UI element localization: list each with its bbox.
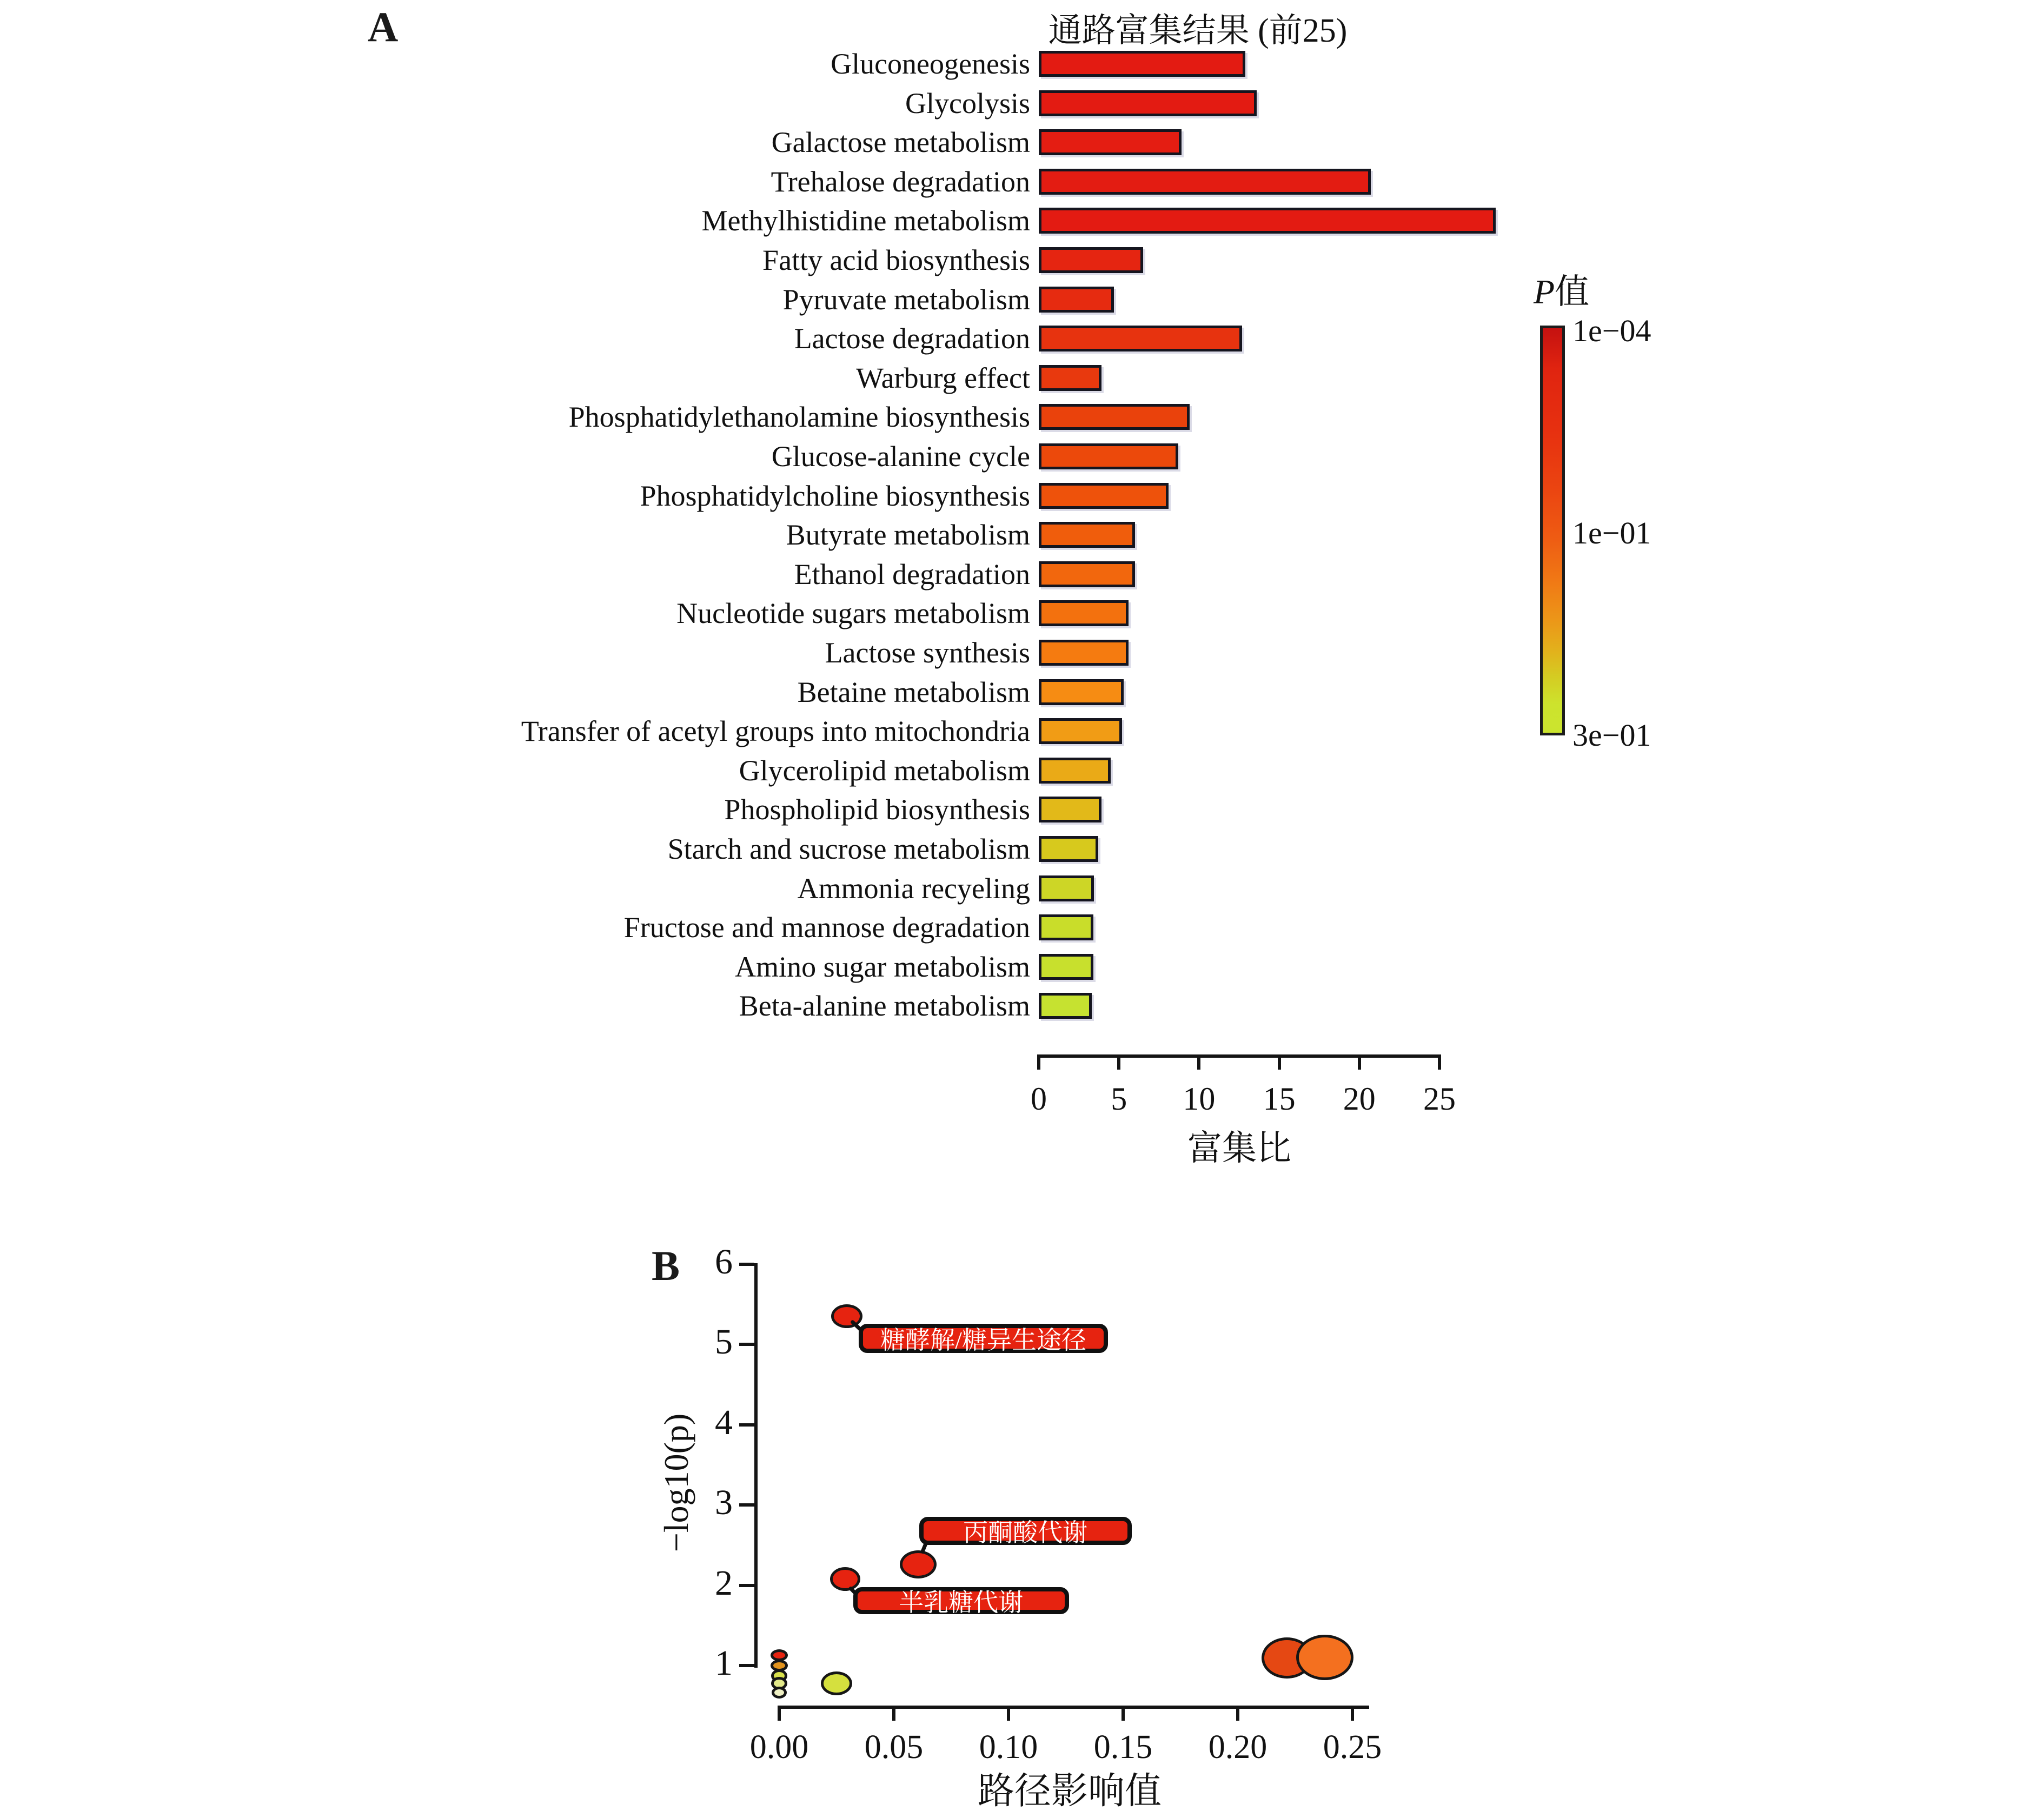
bar-label: Phosphatidylethanolamine biosynthesis [568,401,1030,434]
x-tick-label: 25 [1423,1081,1456,1117]
x-tick [1278,1054,1281,1070]
bar-label: Butyrate metabolism [786,519,1030,552]
bar [1039,208,1496,234]
bar [1039,561,1135,587]
panel-a-title: 通路富集结果 (前25) [1048,12,1348,49]
bar [1039,993,1092,1019]
x-tick-label: 0.25 [1323,1729,1382,1766]
bar [1039,287,1114,313]
panel-a-x-axis-label: 富集比 [1187,1129,1291,1167]
bar-label: Pyruvate metabolism [782,283,1030,316]
bar [1039,875,1094,901]
bubble-glycolysis-gluconeogenesis [831,1304,862,1328]
panel-b-y-axis-label: −log10(p) [657,1413,695,1553]
y-tick-label: 2 [715,1563,733,1603]
x-tick [1197,1054,1200,1070]
x-tick-label: 5 [1111,1081,1127,1117]
bar [1039,797,1101,822]
legend-tick-mid: 1e−01 [1572,515,1651,550]
x-tick [1117,1054,1120,1070]
bar-label: Phosphatidylcholine biosynthesis [640,479,1030,512]
legend-title-suffix: 值 [1555,273,1590,311]
bar-label: Amino sugar metabolism [735,950,1030,983]
y-tick [739,1503,754,1507]
bar [1039,954,1093,980]
x-tick [1438,1054,1441,1070]
legend-title [1534,264,1589,314]
bar-label: Glucose-alanine cycle [771,440,1030,473]
bubble-pyruvate-metabolism [900,1550,937,1578]
x-tick-label: 0.15 [1093,1729,1153,1766]
bar [1039,51,1245,77]
bar [1039,836,1098,862]
bubble-galactose-metabolism [830,1567,860,1591]
bar-label: Fatty acid biosynthesis [762,244,1030,276]
bar [1039,247,1143,273]
x-tick [1037,1054,1040,1070]
y-tick [739,1423,754,1427]
legend-tick-top: 1e−04 [1572,313,1651,348]
x-tick-label: 0.05 [864,1729,924,1766]
bar-label: Gluconeogenesis [831,48,1030,80]
y-tick [739,1664,754,1667]
bar [1039,758,1111,784]
bar-label: Methylhistidine metabolism [701,204,1030,237]
bar [1039,914,1093,940]
x-tick-label: 0.20 [1208,1729,1267,1766]
bar [1039,640,1129,666]
bar-label: Glycolysis [905,87,1030,120]
bar-label: Beta-alanine metabolism [739,990,1030,1023]
x-tick [1351,1706,1354,1721]
bar [1039,522,1135,548]
x-tick-label: 0 [1031,1081,1047,1117]
x-tick [892,1706,895,1721]
bar-label: Phospholipid biosynthesis [724,793,1030,826]
x-tick [1007,1706,1010,1721]
panel-a-label: A [368,3,399,50]
bubble-origin-pale [772,1687,787,1699]
panel-b-label: B [652,1242,680,1289]
bar-label: Galactose metabolism [771,126,1030,159]
x-tick [778,1706,781,1721]
x-tick [1358,1054,1361,1070]
legend-title-p: P [1534,273,1555,311]
bubble-small-yellow [821,1671,852,1695]
panel-a-x-axis [1039,1054,1439,1058]
y-tick-label: 5 [715,1322,733,1362]
bar [1039,679,1124,705]
bar-label: Starch and sucrose metabolism [667,833,1030,865]
annotation-box: 丙酮酸代谢 [919,1517,1132,1545]
bar [1039,365,1101,391]
bar [1039,90,1257,116]
bar-label: Glycerolipid metabolism [739,754,1030,787]
x-tick-label: 15 [1263,1081,1296,1117]
bar [1039,129,1182,155]
bar [1039,600,1129,626]
bar [1039,169,1371,195]
y-tick-label: 4 [715,1402,733,1442]
pvalue-colorbar [1540,326,1565,735]
bar-label: Ammonia recyeling [797,872,1030,905]
bar-label: Ethanol degradation [794,558,1030,591]
legend-tick-bottom: 3e−01 [1572,718,1651,753]
bar [1039,443,1178,469]
bar [1039,718,1122,744]
bar-label: Nucleotide sugars metabolism [676,597,1030,630]
bar [1039,326,1242,351]
y-tick-label: 6 [715,1242,733,1282]
bar-label: Betaine metabolism [797,675,1030,708]
bar-label: Lactose synthesis [825,636,1030,669]
x-tick-label: 10 [1183,1081,1216,1117]
panel-b-x-axis-label: 路径影响值 [977,1770,1162,1811]
x-tick [1121,1706,1125,1721]
y-tick-label: 3 [715,1483,733,1523]
y-tick-label: 1 [715,1643,733,1683]
x-tick-label: 0.00 [749,1729,809,1766]
bar-label: Lactose degradation [794,322,1030,355]
panel-b-x-axis [778,1706,1369,1709]
bar-label: Trehalose degradation [771,165,1030,198]
bar-label: Fructose and mannose degradation [623,911,1030,944]
x-tick-label: 0.10 [979,1729,1038,1766]
bubble-big-right [1296,1635,1353,1680]
bar-label: Transfer of acetyl groups into mitochondria [521,715,1030,748]
y-tick [739,1263,754,1266]
x-tick [1236,1706,1239,1721]
panel-b-y-axis [754,1263,758,1668]
bar [1039,404,1190,430]
annotation-box: 糖酵解/糖异生途径 [859,1324,1109,1353]
y-tick [739,1584,754,1587]
x-tick-label: 20 [1343,1081,1376,1117]
annotation-box: 半乳糖代谢 [853,1587,1069,1614]
y-tick [739,1343,754,1346]
bar [1039,483,1169,509]
bar-label: Warburg effect [856,361,1030,394]
